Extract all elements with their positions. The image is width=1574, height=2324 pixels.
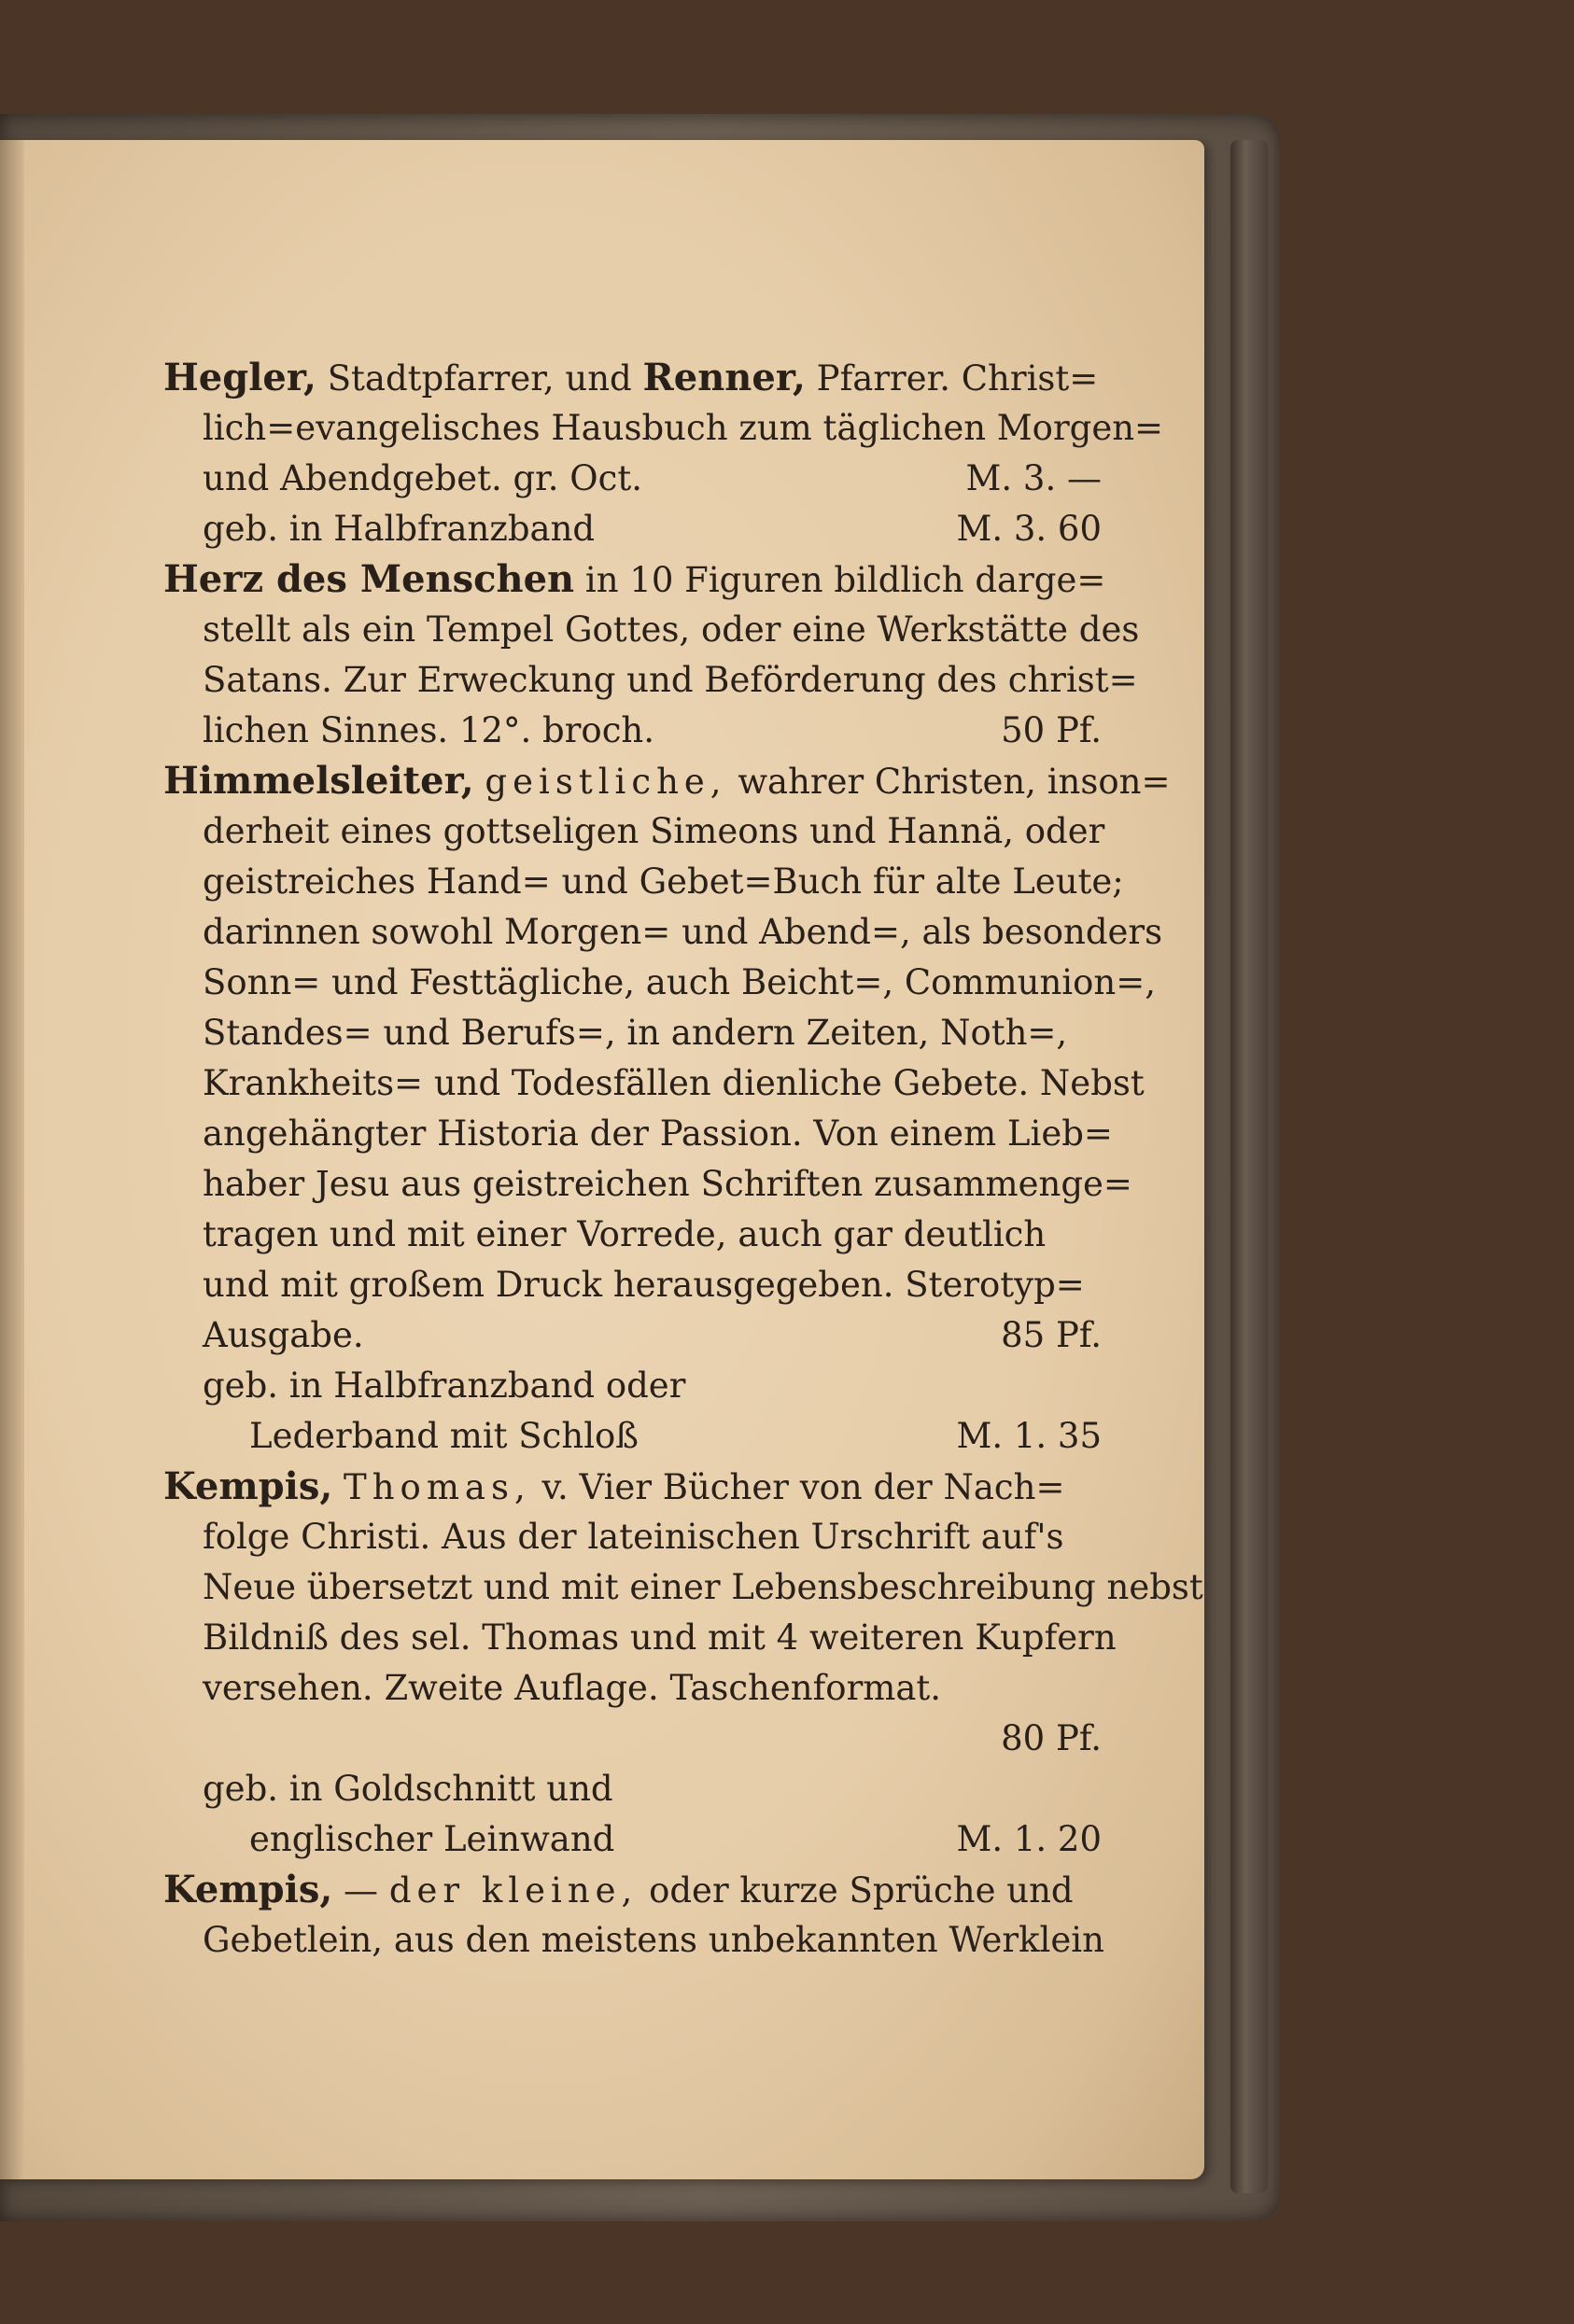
line-text: [203, 907, 1162, 958]
text-run: wahrer Christen, inson=: [726, 762, 1171, 802]
entry-headword: Kempis,: [163, 1868, 333, 1911]
line-text: [203, 958, 1156, 1008]
text-run: geb. in Halbfranzband: [203, 509, 596, 549]
line-text: [163, 1865, 1074, 1916]
text-run: Standes= und Berufs=, in andern Zeiten, Noth=,: [203, 1013, 1068, 1053]
line-text: [203, 1562, 1203, 1613]
text-line: [163, 605, 1140, 655]
text-line: [163, 806, 1105, 857]
text-run: darinnen sowohl Morgen= und Abend=, als besonders: [203, 912, 1163, 952]
line-text: [203, 1764, 613, 1814]
text-line: [163, 756, 1171, 806]
text-run: Lederband mit Schloß: [249, 1416, 639, 1456]
text-run: folge Christi. Aus der lateinischen Urschrift auf's: [203, 1517, 1064, 1557]
text-run: Sonn= und Festtägliche, auch Beicht=, Communion=,: [203, 962, 1156, 1002]
catalog-entry: [163, 1865, 1102, 1966]
entry-headword: Kempis,: [163, 1464, 333, 1508]
text-run: Gebetlein, aus den meistens unbekannten Werklein: [203, 1920, 1104, 1960]
page-gutter: [0, 140, 24, 2179]
line-text: [163, 353, 1098, 404]
line-text: [163, 756, 1170, 807]
catalog-entry: [163, 554, 1140, 756]
text-run: Krankheits= und Todesfällen dienliche Gebete. Nebst: [203, 1063, 1145, 1103]
text-line: [163, 1159, 1132, 1210]
spaced-text: geistliche,: [485, 762, 727, 802]
text-run: —: [332, 1870, 389, 1911]
text-line: [163, 1764, 1102, 1814]
text-line: [163, 454, 1102, 504]
line-text: [203, 1008, 1067, 1058]
text-run: geistreiches Hand= und Gebet=Buch für alte Leute;: [203, 861, 1124, 902]
spaced-text: der kleine,: [388, 1870, 639, 1911]
line-text: [163, 1462, 1064, 1513]
line-text: [203, 1260, 1085, 1310]
text-run: Bildniß des sel. Thomas und mit 4 weiteren Kupfern: [203, 1617, 1117, 1658]
text-run: geb. in Goldschnitt und: [203, 1769, 613, 1809]
line-text: [249, 1814, 614, 1865]
text-run: lichen Sinnes. 12°. broch.: [203, 710, 655, 750]
text-line: [163, 706, 1102, 756]
text-run: oder kurze Sprüche und: [638, 1870, 1074, 1911]
text-line: [163, 1109, 1113, 1159]
text-line: [163, 1512, 1102, 1562]
text-run: Neue übersetzt und mit einer Lebensbeschreibung nebst: [203, 1567, 1203, 1607]
text-run: Satans. Zur Erweckung und Beförderung des christ=: [203, 660, 1138, 700]
line-text: [203, 857, 1124, 907]
entry-headword: Herz des Menschen: [163, 557, 575, 601]
entry-headword: Hegler,: [163, 356, 316, 399]
line-text: [163, 554, 1105, 606]
text-run: v. Vier Bücher von der Nach=: [530, 1467, 1065, 1507]
spaced-text: Thomas,: [344, 1467, 531, 1507]
line-text: [203, 655, 1138, 706]
text-line: [163, 403, 1164, 454]
catalog-entry: [163, 756, 1171, 1462]
text-line: [163, 1562, 1203, 1613]
line-text: [203, 706, 654, 756]
text-run: Ausgabe.: [203, 1315, 364, 1355]
text-run: angehängter Historia der Passion. Von einem Lieb=: [203, 1113, 1113, 1154]
catalog-text: [163, 353, 1203, 1966]
line-text: [203, 1109, 1113, 1159]
text-run: englischer Leinwand: [249, 1819, 615, 1859]
text-line: [163, 1260, 1102, 1310]
price: 80 Pf.: [1001, 1718, 1102, 1758]
text-line: [163, 1663, 1102, 1714]
line-text: [203, 454, 642, 504]
line-text: [203, 1159, 1132, 1210]
text-line: [163, 1865, 1102, 1915]
text-line: [163, 1411, 1102, 1462]
text-line: [163, 1058, 1145, 1109]
book-spine-edge: [1230, 140, 1268, 2193]
text-line: [163, 1210, 1102, 1260]
text-line: [163, 1714, 1102, 1764]
line-text: [203, 806, 1104, 857]
text-line: [163, 655, 1138, 706]
catalog-entry: [163, 353, 1164, 554]
text-run: geb. in Halbfranzband oder: [203, 1365, 686, 1406]
line-text: [203, 504, 595, 554]
text-run: [332, 1467, 344, 1507]
text-line: [163, 554, 1106, 605]
text-run: und Abendgebet. gr. Oct.: [203, 458, 642, 498]
text-run: Stadtpfarrer, und: [316, 358, 643, 399]
line-text: [249, 1411, 639, 1462]
line-text: [203, 1058, 1145, 1109]
text-run: Pfarrer. Christ=: [805, 358, 1099, 399]
line-text: [203, 1361, 685, 1411]
text-run: stellt als ein Tempel Gottes, oder eine Werkstätte des: [203, 609, 1140, 650]
text-line: [163, 504, 1102, 554]
line-text: [203, 1663, 941, 1714]
text-line: [163, 1613, 1117, 1663]
text-line: [163, 907, 1163, 958]
entry-headword: Renner,: [642, 356, 806, 399]
line-text: [203, 1310, 364, 1361]
catalog-entry: [163, 1462, 1203, 1865]
text-run: derheit eines gottseligen Simeons und Hannä, oder: [203, 811, 1105, 851]
text-run: versehen. Zweite Auflage. Taschenformat.: [203, 1668, 942, 1708]
text-run: [474, 762, 485, 802]
text-run: in 10 Figuren bildlich darge=: [574, 560, 1106, 600]
line-text: [203, 403, 1163, 454]
entry-headword: Himmelsleiter,: [163, 759, 474, 803]
price: M. 1. 35: [956, 1416, 1102, 1456]
text-line: [163, 353, 1102, 403]
text-run: und mit großem Druck herausgegeben. Sterotyp=: [203, 1265, 1085, 1305]
text-line: [163, 1462, 1102, 1512]
text-line: [163, 1008, 1102, 1058]
price: M. 3. —: [965, 458, 1102, 498]
price: 85 Pf.: [1001, 1315, 1102, 1355]
text-line: [163, 1310, 1102, 1361]
text-run: haber Jesu aus geistreichen Schriften zusammenge=: [203, 1164, 1132, 1204]
text-run: tragen und mit einer Vorrede, auch gar deutlich: [203, 1214, 1047, 1254]
text-line: [163, 1814, 1102, 1865]
text-line: [163, 1915, 1102, 1966]
line-text: [203, 1613, 1117, 1663]
text-run: lich=evangelisches Hausbuch zum täglichen Morgen=: [203, 408, 1164, 448]
price: M. 3. 60: [956, 509, 1102, 549]
text-line: [163, 1361, 1102, 1411]
line-text: [203, 1210, 1046, 1260]
price: 50 Pf.: [1001, 710, 1102, 750]
line-text: [203, 605, 1139, 655]
line-text: [203, 1915, 1104, 1966]
text-line: [163, 958, 1156, 1008]
price: M. 1. 20: [956, 1819, 1102, 1859]
text-line: [163, 857, 1124, 907]
line-text: [203, 1512, 1064, 1562]
